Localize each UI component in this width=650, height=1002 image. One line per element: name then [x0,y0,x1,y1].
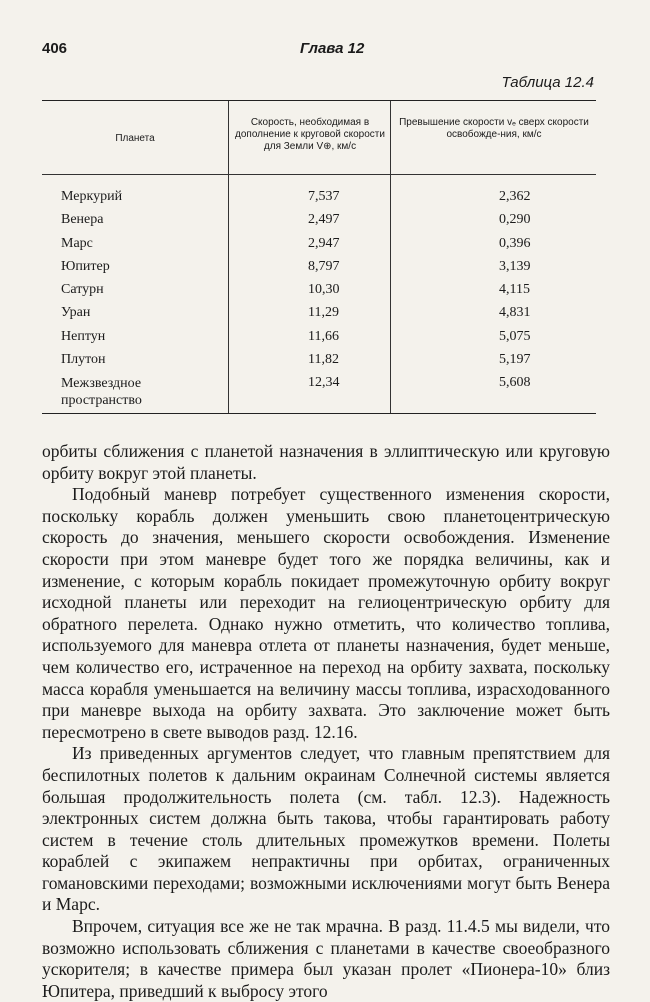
table-row [42,212,596,235]
planet-name: Марс [61,235,93,251]
table-row [42,236,596,259]
excess-speed-value: 5,608 [499,375,531,391]
excess-speed-value: 4,115 [499,282,530,298]
delta-v-value: 11,82 [308,352,339,368]
table-row [42,282,596,305]
excess-speed-value: 4,831 [499,305,531,321]
planet-name: Межзвездное пространство [61,376,142,409]
planet-name: Плутон [61,352,106,368]
header-divider [42,174,596,175]
delta-v-value: 11,66 [308,328,339,344]
excess-speed-value: 5,075 [499,328,531,344]
data-table [42,100,596,414]
paragraph: орбиты сближения с планетой назначения в эллиптическую или круговую орбиту вокруг этой планеты. [42,441,610,483]
delta-v-value: 12,34 [308,375,340,391]
column-header-delta-v: Скорость, необходимая в дополнение к круговой скорости для Земли V⊕, км/с [235,117,385,152]
delta-v-value: 10,30 [308,282,340,298]
body-text [42,441,610,1002]
excess-speed-value: 0,396 [499,235,531,251]
planet-name: Уран [61,305,91,321]
planet-name: Меркурий [61,189,123,204]
running-head: Глава 12 [300,40,365,57]
column-header-planet: Планета [115,133,155,144]
planet-name: Нептун [61,328,106,344]
column-header-excess-speed: Превышение скорости vₑ сверх скорости освобожде-ния, км/с [399,117,589,140]
table-row [42,189,596,212]
paragraph: Подобный маневр потребует существенного изменения скорости, поскольку корабль должен уменьшить свою планетоцентрическую скорость до значения, меньшего скорости освобождения. Изменение скорости при этом маневре будет того же порядка величины, как и изменение, с которым корабль покидает промежуточную орбиту вокруг исходной планеты или переходит на гелиоцентрическую орбиту для обратного перелета. Однако нужно отметить, что количество топлива, используемого для маневра отлета от планеты назначения, будет меньше, чем количество его, истраченное на переход на орбиту захвата, поскольку масса корабля уменьшается на величину массы топлива, израсходованного при маневре выхода на орбиту захвата. Это заключение может быть пересмотрено в свете выводов разд. 12.16. [42,484,610,742]
delta-v-value: 2,497 [308,212,340,228]
planet-name: Юпитер [61,258,110,274]
planet-name: Сатурн [61,282,104,298]
excess-speed-value: 3,139 [499,258,531,274]
delta-v-value: 7,537 [308,189,340,204]
delta-v-value: 2,947 [308,235,340,251]
table-row [42,259,596,282]
table-row [42,352,596,375]
paragraph: Впрочем, ситуация все же не так мрачна. В разд. 11.4.5 мы видели, что возможно использовать сближения с планетами в качестве своеобразного ускорителя; в качестве примера был указан пролет «Пионера-10» близ Юпитера, приведший к выбросу этого [42,916,610,1001]
excess-speed-value: 2,362 [499,189,531,204]
table-row [42,329,596,352]
paragraph: Из приведенных аргументов следует, что главным препятствием для беспилотных полетов к дальним окраинам Солнечной системы является большая продолжительность полета (см. табл. 12.3). Надежность электронных систем должна быть такова, чтобы гарантировать работу систем в течение столь длительных промежутков времени. Полеты кораблей с экипажем непрактичны при орбитах, ограниченных гомановскими переходами; возможными исключениями могут быть Венера и Марс. [42,743,610,915]
table-row [42,305,596,328]
table-row [42,375,596,415]
excess-speed-value: 0,290 [499,212,531,228]
excess-speed-value: 5,197 [499,352,531,368]
page-number: 406 [42,40,68,57]
table-caption: Таблица 12.4 [501,74,594,91]
planet-name: Венера [61,212,104,228]
delta-v-value: 8,797 [308,258,340,274]
delta-v-value: 11,29 [308,305,339,321]
